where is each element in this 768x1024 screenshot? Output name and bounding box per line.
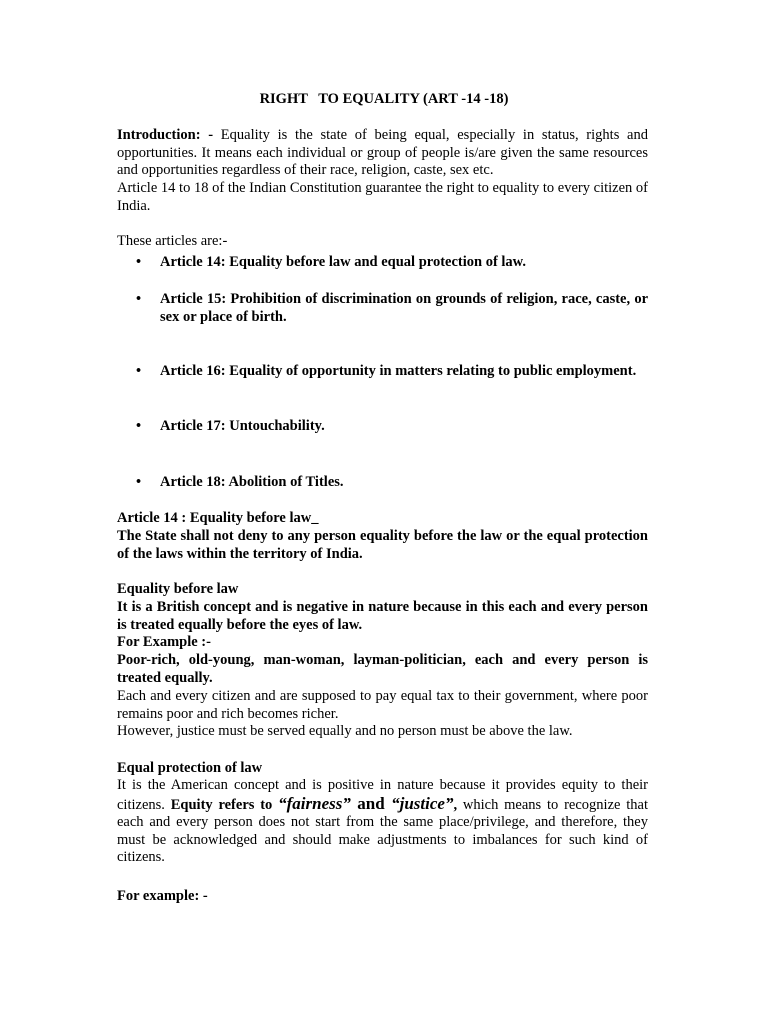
- ebl-example-label: For Example :-: [117, 634, 211, 650]
- ebl-text-2: Each and every citizen and are supposed to pay equal tax to their government, where poor remains poor and rich becomes richer.: [117, 688, 648, 722]
- intro-paragraph: [117, 127, 648, 180]
- ebl-heading: Equality before law: [117, 581, 239, 597]
- intro-paragraph-2: Article 14 to 18 of the Indian Constitution guarantee the right to equality to every citizen of India.: [117, 180, 648, 214]
- ebl-example: Poor-rich, old-young, man-woman, layman-politician, each and every person is treated equally.: [117, 652, 648, 686]
- ebl-text: It is a British concept and is negative in nature because in this each and every person is treated equally before the eyes of law.: [117, 599, 648, 633]
- intro-label: Introduction: -: [117, 127, 214, 143]
- article-list-item: Article 18: Abolition of Titles.: [160, 474, 344, 490]
- bullet-glyph: •: [136, 418, 142, 434]
- epl-paragraph: [117, 777, 648, 867]
- article-list-item: Article 17: Untouchability.: [160, 418, 325, 434]
- art14-heading: Article 14 : Equality before law_: [117, 510, 319, 526]
- ebl-text-3: However, justice must be served equally and no person must be above the law.: [117, 723, 573, 739]
- epl-comma: ,: [453, 796, 458, 813]
- article-list-item: Article 16: Equality of opportunity in matters relating to public employment.: [160, 363, 637, 379]
- epl-justice: “justice”: [391, 793, 454, 813]
- article-list-item: Article 15: Prohibition of discrimination on grounds of religion, race, caste, or sex or place of birth.: [160, 291, 648, 325]
- intro-text: Equality is the state of being equal, especially in status, rights and opportunities. It means each individual or group of people is/are given the same resources and opportunities regardless of their race, religion, caste, sex etc.: [117, 127, 648, 179]
- epl-heading: Equal protection of law: [117, 760, 263, 776]
- epl-bold-a: Equity refers to: [170, 796, 279, 813]
- bullet-glyph: •: [136, 363, 142, 379]
- article-list-item: Article 14: Equality before law and equal protection of law.: [160, 254, 526, 270]
- art14-text: The State shall not deny to any person equality before the law or the equal protection of the laws within the territory of India.: [117, 528, 648, 562]
- articles-intro: These articles are:-: [117, 233, 228, 249]
- bullet-glyph: •: [136, 474, 142, 490]
- epl-text-b: which means to recognize that each and every person does not start from the same place/privilege, and therefore, they must be acknowledged and should make adjustments to imbalances for such kind of citizens.: [117, 796, 648, 866]
- epl-and: and: [350, 793, 392, 813]
- for-example-label: For example: -: [117, 888, 208, 904]
- bullet-glyph: •: [136, 254, 142, 270]
- epl-text-a: It is the American concept and is positive in nature because it provides equity to their citizens.: [117, 777, 648, 813]
- epl-fairness: “fairness”: [278, 793, 351, 813]
- bullet-glyph: •: [136, 291, 142, 307]
- page-title: RIGHT TO EQUALITY (ART -14 -18): [259, 91, 509, 107]
